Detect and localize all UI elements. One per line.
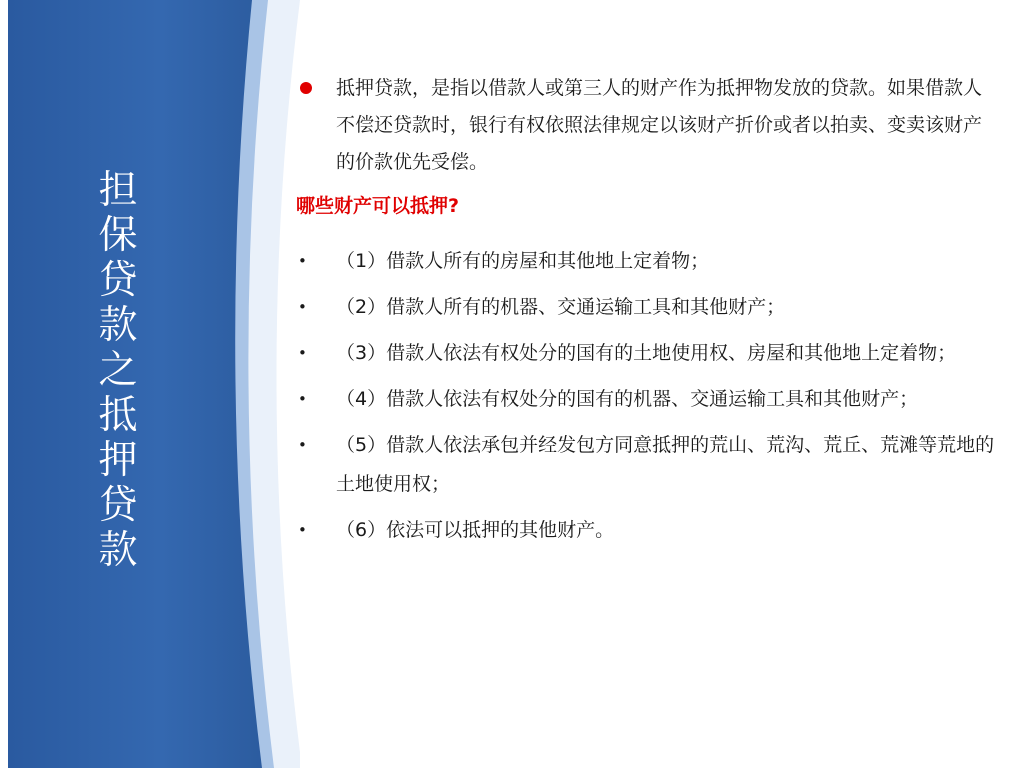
list-item xyxy=(296,242,996,281)
red-bullet-icon xyxy=(300,82,312,94)
side-panel xyxy=(0,0,300,768)
intro-paragraph xyxy=(296,70,996,181)
bullet-icon: • xyxy=(298,344,307,362)
list-item xyxy=(296,380,996,419)
list-item-text: （2）借款人所有的机器、交通运输工具和其他财产； xyxy=(336,296,786,318)
bullet-icon: • xyxy=(298,298,307,316)
list-item xyxy=(296,426,996,504)
list-item-text: （5）借款人依法承包并经发包方同意抵押的荒山、荒沟、荒丘、荒滩等荒地的土地使用权； xyxy=(336,434,995,495)
list-item-text: （4）借款人依法有权处分的国有的机器、交通运输工具和其他财产； xyxy=(336,388,919,410)
list-item-text: （1）借款人所有的房屋和其他地上定着物； xyxy=(336,250,710,272)
bullet-icon: • xyxy=(298,252,307,270)
section-heading: 哪些财产可以抵押? xyxy=(296,195,460,217)
list-item xyxy=(296,288,996,327)
bullet-icon: • xyxy=(298,436,307,454)
list-item-text: （6）依法可以抵押的其他财产。 xyxy=(336,519,615,541)
content-area xyxy=(296,70,996,557)
intro-text: 抵押贷款，是指以借款人或第三人的财产作为抵押物发放的贷款。如果借款人不偿还贷款时，银行有权依照法律规定以该财产折价或者以拍卖、变卖该财产的价款优先受偿。 xyxy=(336,77,983,173)
list-item-text: （3）借款人依法有权处分的国有的土地使用权、房屋和其他地上定着物； xyxy=(336,342,957,364)
bullet-icon: • xyxy=(298,521,307,539)
list-item xyxy=(296,511,996,550)
list-item xyxy=(296,334,996,373)
bullet-icon: • xyxy=(298,390,307,408)
side-title: 担保贷款之抵押贷款 xyxy=(98,168,138,573)
